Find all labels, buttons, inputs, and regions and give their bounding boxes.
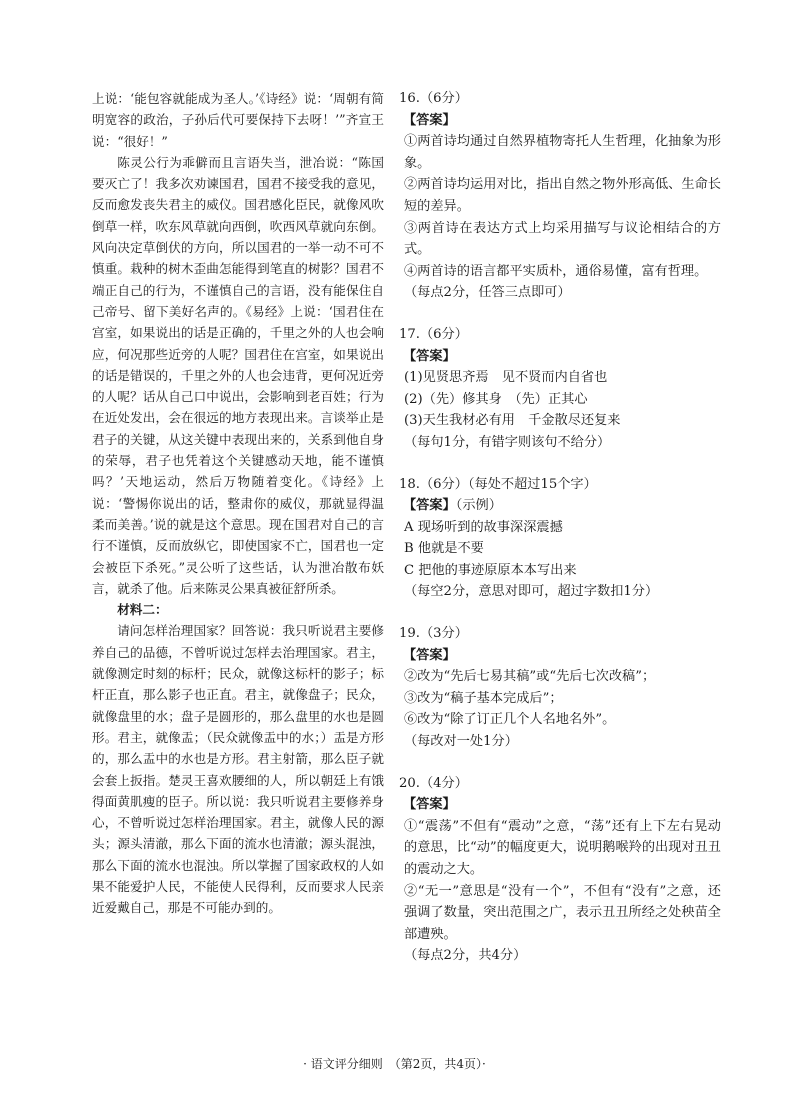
answer-line: (3)天生我材必有用 千金散尽还复来 (404, 413, 621, 429)
question-heading: 19.（3分） (399, 626, 468, 642)
paragraph-chen-linggong: 陈灵公行为乖僻而且言语失当，泄冶说：“陈国要灭亡了！我多次劝谏国君，国君不接受我的意见，反而愈发丧失君主的威仪。国君感化臣民，就像风吹倒草一样，吹东风草就向西倒，吹西风草就向东倒。风向决定草倒伏的方向，所以国君的一举一动不可不慎重。栽种的树木歪曲怎能得到笔直的树影？国君不端正自己的行为，不谨慎自己的言语，没有能保住自己帝号、留下美好名声的。《易经》上说：‘国君住在宫室，如果说出的话是正确的，千里之外的人也会响应，何况那些近旁的人呢？国君住在宫室，如果说出的话是错误的，千里之外的人也会违背，更何况近旁的人呢？话从自己口中说出，会影响到老百姓；行为在近处发出，会在很远的地方表现出来。言谈举止是君子的关键，从这关键中表现出来的，关系到他自身的荣辱，君子也凭着这个关键感动天地，能不谨慎吗？’天地运动，然后万物随着变化。《诗经》上说：‘警惕你说出的话，整肃你的威仪，那就显得温柔而美善。’说的就是这个意思。现在国君对自己的言行不谨慎，反而放纵它，即使国家不亡，国君也一定会被臣下杀死。”灵公听了这些话，认为泄冶散布妖言，就杀了他。后来陈灵公果真被征舒所杀。 (92, 154, 384, 596)
answer-label (403, 110, 721, 132)
answer-label-text: 【答案】 (403, 647, 456, 663)
answer-line: （每空2分，意思对即可，超过字数扣1分） (404, 584, 659, 600)
question-block (399, 474, 721, 604)
answer-line: ③两首诗在表达方式上均采用描写与议论相结合的方式。 (404, 220, 721, 258)
answer-label-text: 【答案】 (403, 498, 456, 514)
right-column (399, 88, 721, 987)
answer-line: ②两首诗均运用对比，指出自然之物外形高低、生命长短的差异。 (404, 177, 721, 214)
answer-label (403, 346, 721, 368)
question-block (399, 324, 721, 454)
answer-label-suffix: （示例） (455, 498, 502, 514)
answer-label (403, 794, 721, 816)
question-heading: 17.（6分） (399, 326, 468, 342)
answer-label (403, 645, 721, 667)
question-heading: 18.（6分）（每处不超过15个字） (399, 476, 597, 492)
answer-line: （每改对一处1分） (404, 734, 518, 750)
answer-line: (1)见贤思齐焉 见不贤而内自省也 (404, 370, 608, 386)
answer-label-text: 【答案】 (403, 797, 456, 813)
answer-line: ②“无一”意思是“没有一个”，不但有“没有”之意，还强调了数量，突出范围之广，表示丑丑所经之处秧苗全部遭殃。 (404, 883, 721, 942)
answer-label-text: 【答案】 (403, 348, 456, 364)
question-heading: 20.（4分） (399, 775, 468, 791)
question-block (399, 623, 721, 753)
answer-line: C 把他的事迹原原本本写出来 (404, 562, 577, 578)
answer-line: （每点2分，共4分） (404, 948, 527, 964)
material-two-heading: 材料二： (117, 602, 168, 618)
answer-line: A 现场听到的故事深深震撼 (404, 519, 563, 535)
answer-label-text: 【答案】 (403, 112, 456, 128)
page-footer: · 语文评分细则 （第2页，共4页）· (303, 1057, 486, 1071)
question-block (399, 773, 721, 967)
answer-line: ②改为“先后七易其稿”或“先后七次改稿”； (404, 669, 656, 685)
answer-line: B 他就是不要 (404, 541, 484, 557)
question-block (399, 88, 721, 304)
answer-line: （每句1分，有错字则该句不给分） (404, 434, 611, 450)
answer-line: (2)（先）修其身 （先）正其心 (404, 391, 588, 407)
answer-line: ④两首诗的语言都平实质朴，通俗易懂，富有哲理。 (404, 263, 708, 279)
answer-line: ①“震荡”不但有“震动”之意，“荡”还有上下左右晃动的意思，比“动”的幅度更大，说明鹅喉羚的出现对丑丑的震动之大。 (404, 818, 721, 877)
paragraph-material-two: 请问怎样治理国家？回答说：我只听说君主要修养自己的品德，不曾听说过怎样去治理国家。君主，就像测定时刻的标杆；民众，就像这标杆的影子；标杆正直，那么影子也正直。君主，就像盘子；民众，就像盘里的水；盘子是圆形的，那么盘里的水也是圆形。君主，就像盂；（民众就像盂中的水；）盂是方形的，那么盂中的水也是方形。君主射箭，那么臣子就会套上扳指。楚灵王喜欢腰细的人，所以朝廷上有饿得面黄肌瘦的臣子。所以说：我只听说君主要修养身心，不曾听说过怎样治理国家。君主，就像人民的源头；源头清澈，那么下面的流水也清澈；源头混浊，那么下面的流水也混浊。所以掌握了国家政权的人如果不能爱护人民，不能使人民得利，反而要求人民亲近爱戴自己，那是不可能办到的。 (92, 623, 384, 916)
answer-line: （每点2分，任答三点即可） (404, 285, 571, 301)
answer-line: ⑥改为“除了订正几个人名地名外”。 (404, 712, 616, 728)
paragraph-continued: 上说：‘能包容就能成为圣人。’《诗经》说：‘周朝有简明宽容的政治，子孙后代可要保持下去呀！’”齐宣王说：“很好！” (92, 91, 384, 149)
answer-line: ①两首诗均通过自然界植物寄托人生哲理，化抽象为形象。 (404, 134, 721, 171)
answer-label (403, 495, 721, 517)
question-heading: 16.（6分） (399, 91, 468, 106)
left-column (92, 88, 384, 919)
answer-line: ③改为“稿子基本完成后”； (404, 690, 563, 706)
